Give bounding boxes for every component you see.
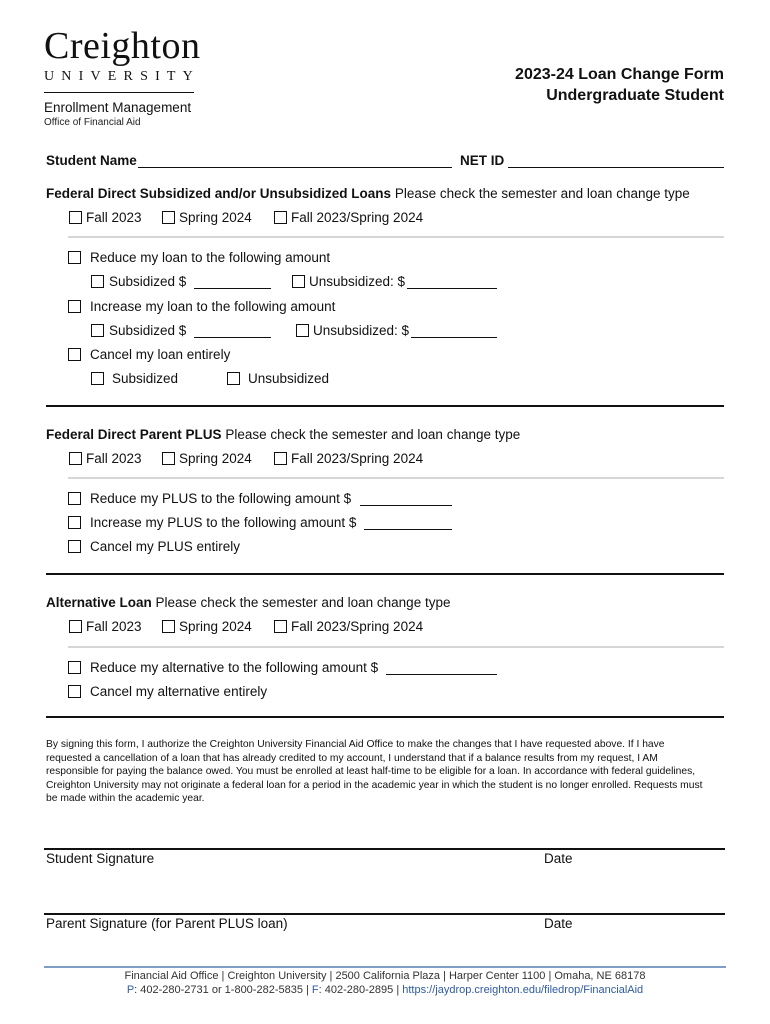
direct-increase-label: Increase my loan to the following amount [90,299,336,314]
alt-title: Alternative Loan [46,595,152,610]
alt-both-label: Fall 2023/Spring 2024 [291,619,424,634]
plus-fall-label: Fall 2023 [86,451,142,466]
alt-fall-label: Fall 2023 [86,619,142,634]
plus-cancel-checkbox[interactable] [68,540,81,553]
alt-spring-label: Spring 2024 [179,619,252,634]
direct-reduce-sub-checkbox[interactable] [91,275,104,288]
form-title-line2: Undergraduate Student [546,87,724,104]
parent-signature-line[interactable] [44,913,725,915]
netid-field[interactable] [508,153,724,168]
section-divider [46,716,724,718]
direct-fall-checkbox[interactable] [69,211,82,224]
alt-fall-checkbox[interactable] [69,620,82,633]
direct-cancel-unsub-label: Unsubsidized [248,371,330,386]
plus-spring-checkbox[interactable] [162,452,175,465]
fax-label: F [311,984,319,996]
plus-both-checkbox[interactable] [274,452,287,465]
section-divider [46,405,724,407]
alt-reduce-amount[interactable] [386,660,497,675]
direct-reduce-checkbox[interactable] [68,251,81,264]
student-name-label: Student Name [46,153,137,168]
filedrop-link[interactable]: https://jaydrop.creighton.edu/filedrop/FinancialAid [402,984,644,996]
direct-cancel-sub-checkbox[interactable] [91,372,104,385]
university-logo-subtitle: UNIVERSITY [44,69,200,84]
direct-cancel-label: Cancel my loan entirely [90,347,231,362]
alt-both-checkbox[interactable] [274,620,287,633]
direct-cancel-checkbox[interactable] [68,348,81,361]
plus-instruction: Please check the semester and loan change type [221,427,521,442]
student-signature-line[interactable] [44,848,725,850]
plus-reduce-checkbox[interactable] [68,492,81,505]
parent-date-label: Date [544,916,573,931]
direct-reduce-sub-amount[interactable] [194,274,271,289]
direct-loans-heading [46,186,690,202]
footer-divider [44,966,726,968]
netid-label: NET ID [460,153,505,168]
authorization-text: By signing this form, I authorize the Creighton University Financial Aid Office to make the changes that I have requested above. If I have requested a cancellation of a loan that has already credited to my account, I understand that if a balance results from my request, I AM responsible for paying the balance owed. You must be enrolled at least half-time to be eligible for a loan. In accordance with federal guidelines, Creighton University may not originate a federal loan for a period in the academic year in which the student is no longer enrolled. Requests must be made within the academic year. [46,739,703,804]
direct-spring-label: Spring 2024 [179,210,252,225]
parent-signature-label: Parent Signature (for Parent PLUS loan) [46,916,288,931]
plus-spring-label: Spring 2024 [179,451,252,466]
alt-cancel-label: Cancel my alternative entirely [90,684,268,699]
alt-heading [46,595,450,611]
plus-both-label: Fall 2023/Spring 2024 [291,451,424,466]
direct-loans-title: Federal Direct Subsidized and/or Unsubsidized Loans [46,186,392,201]
student-date-label: Date [544,851,573,866]
direct-both-checkbox[interactable] [274,211,287,224]
direct-reduce-label: Reduce my loan to the following amount [90,250,331,265]
direct-increase-unsub-label: Unsubsidized: $ [313,323,410,338]
logo-department: Enrollment Management [44,100,192,115]
section-divider [68,646,724,648]
direct-increase-sub-label: Subsidized $ [109,323,187,338]
student-name-field[interactable] [138,153,452,168]
plus-heading [46,427,520,443]
direct-reduce-sub-label: Subsidized $ [109,274,187,289]
alt-cancel-checkbox[interactable] [68,685,81,698]
plus-fall-checkbox[interactable] [69,452,82,465]
section-divider [46,573,724,575]
logo-office: Office of Financial Aid [44,117,141,128]
student-signature-label: Student Signature [46,851,155,866]
section-divider [68,236,724,238]
plus-increase-checkbox[interactable] [68,516,81,529]
form-title-line1: 2023-24 Loan Change Form [515,66,724,83]
plus-reduce-label: Reduce my PLUS to the following amount $ [90,491,352,506]
fax-number: : 402-280-2895 | [318,984,403,996]
alt-reduce-label: Reduce my alternative to the following amount $ [90,660,379,675]
phone-label: P [126,984,135,996]
plus-reduce-amount[interactable] [360,491,452,506]
alt-reduce-checkbox[interactable] [68,661,81,674]
plus-title: Federal Direct Parent PLUS [46,427,222,442]
phone-number: : 402-280-2731 or 1-800-282-5835 | [134,984,312,996]
alt-instruction: Please check the semester and loan change type [151,595,451,610]
direct-reduce-unsub-checkbox[interactable] [292,275,305,288]
direct-increase-sub-amount[interactable] [194,323,271,338]
plus-increase-amount[interactable] [364,515,452,530]
university-logo-wordmark: Creighton [44,25,201,67]
direct-loans-instruction: Please check the semester and loan change type [391,186,690,201]
logo-divider [44,92,194,93]
plus-increase-label: Increase my PLUS to the following amount $ [90,515,357,530]
alt-spring-checkbox[interactable] [162,620,175,633]
section-divider [68,477,724,479]
direct-increase-unsub-amount[interactable] [411,323,497,338]
footer-address: Financial Aid Office | Creighton University | 2500 California Plaza | Harper Center 1100 | Omaha, NE 68178 [124,970,646,982]
direct-reduce-unsub-amount[interactable] [407,274,497,289]
direct-both-label: Fall 2023/Spring 2024 [291,210,424,225]
direct-cancel-unsub-checkbox[interactable] [227,372,240,385]
direct-cancel-sub-label: Subsidized [112,371,179,386]
direct-reduce-unsub-label: Unsubsidized: $ [309,274,406,289]
form-title [515,64,724,106]
direct-spring-checkbox[interactable] [162,211,175,224]
footer-contact [0,983,770,997]
direct-increase-checkbox[interactable] [68,300,81,313]
direct-increase-sub-checkbox[interactable] [91,324,104,337]
direct-increase-unsub-checkbox[interactable] [296,324,309,337]
plus-cancel-label: Cancel my PLUS entirely [90,539,241,554]
direct-fall-label: Fall 2023 [86,210,142,225]
